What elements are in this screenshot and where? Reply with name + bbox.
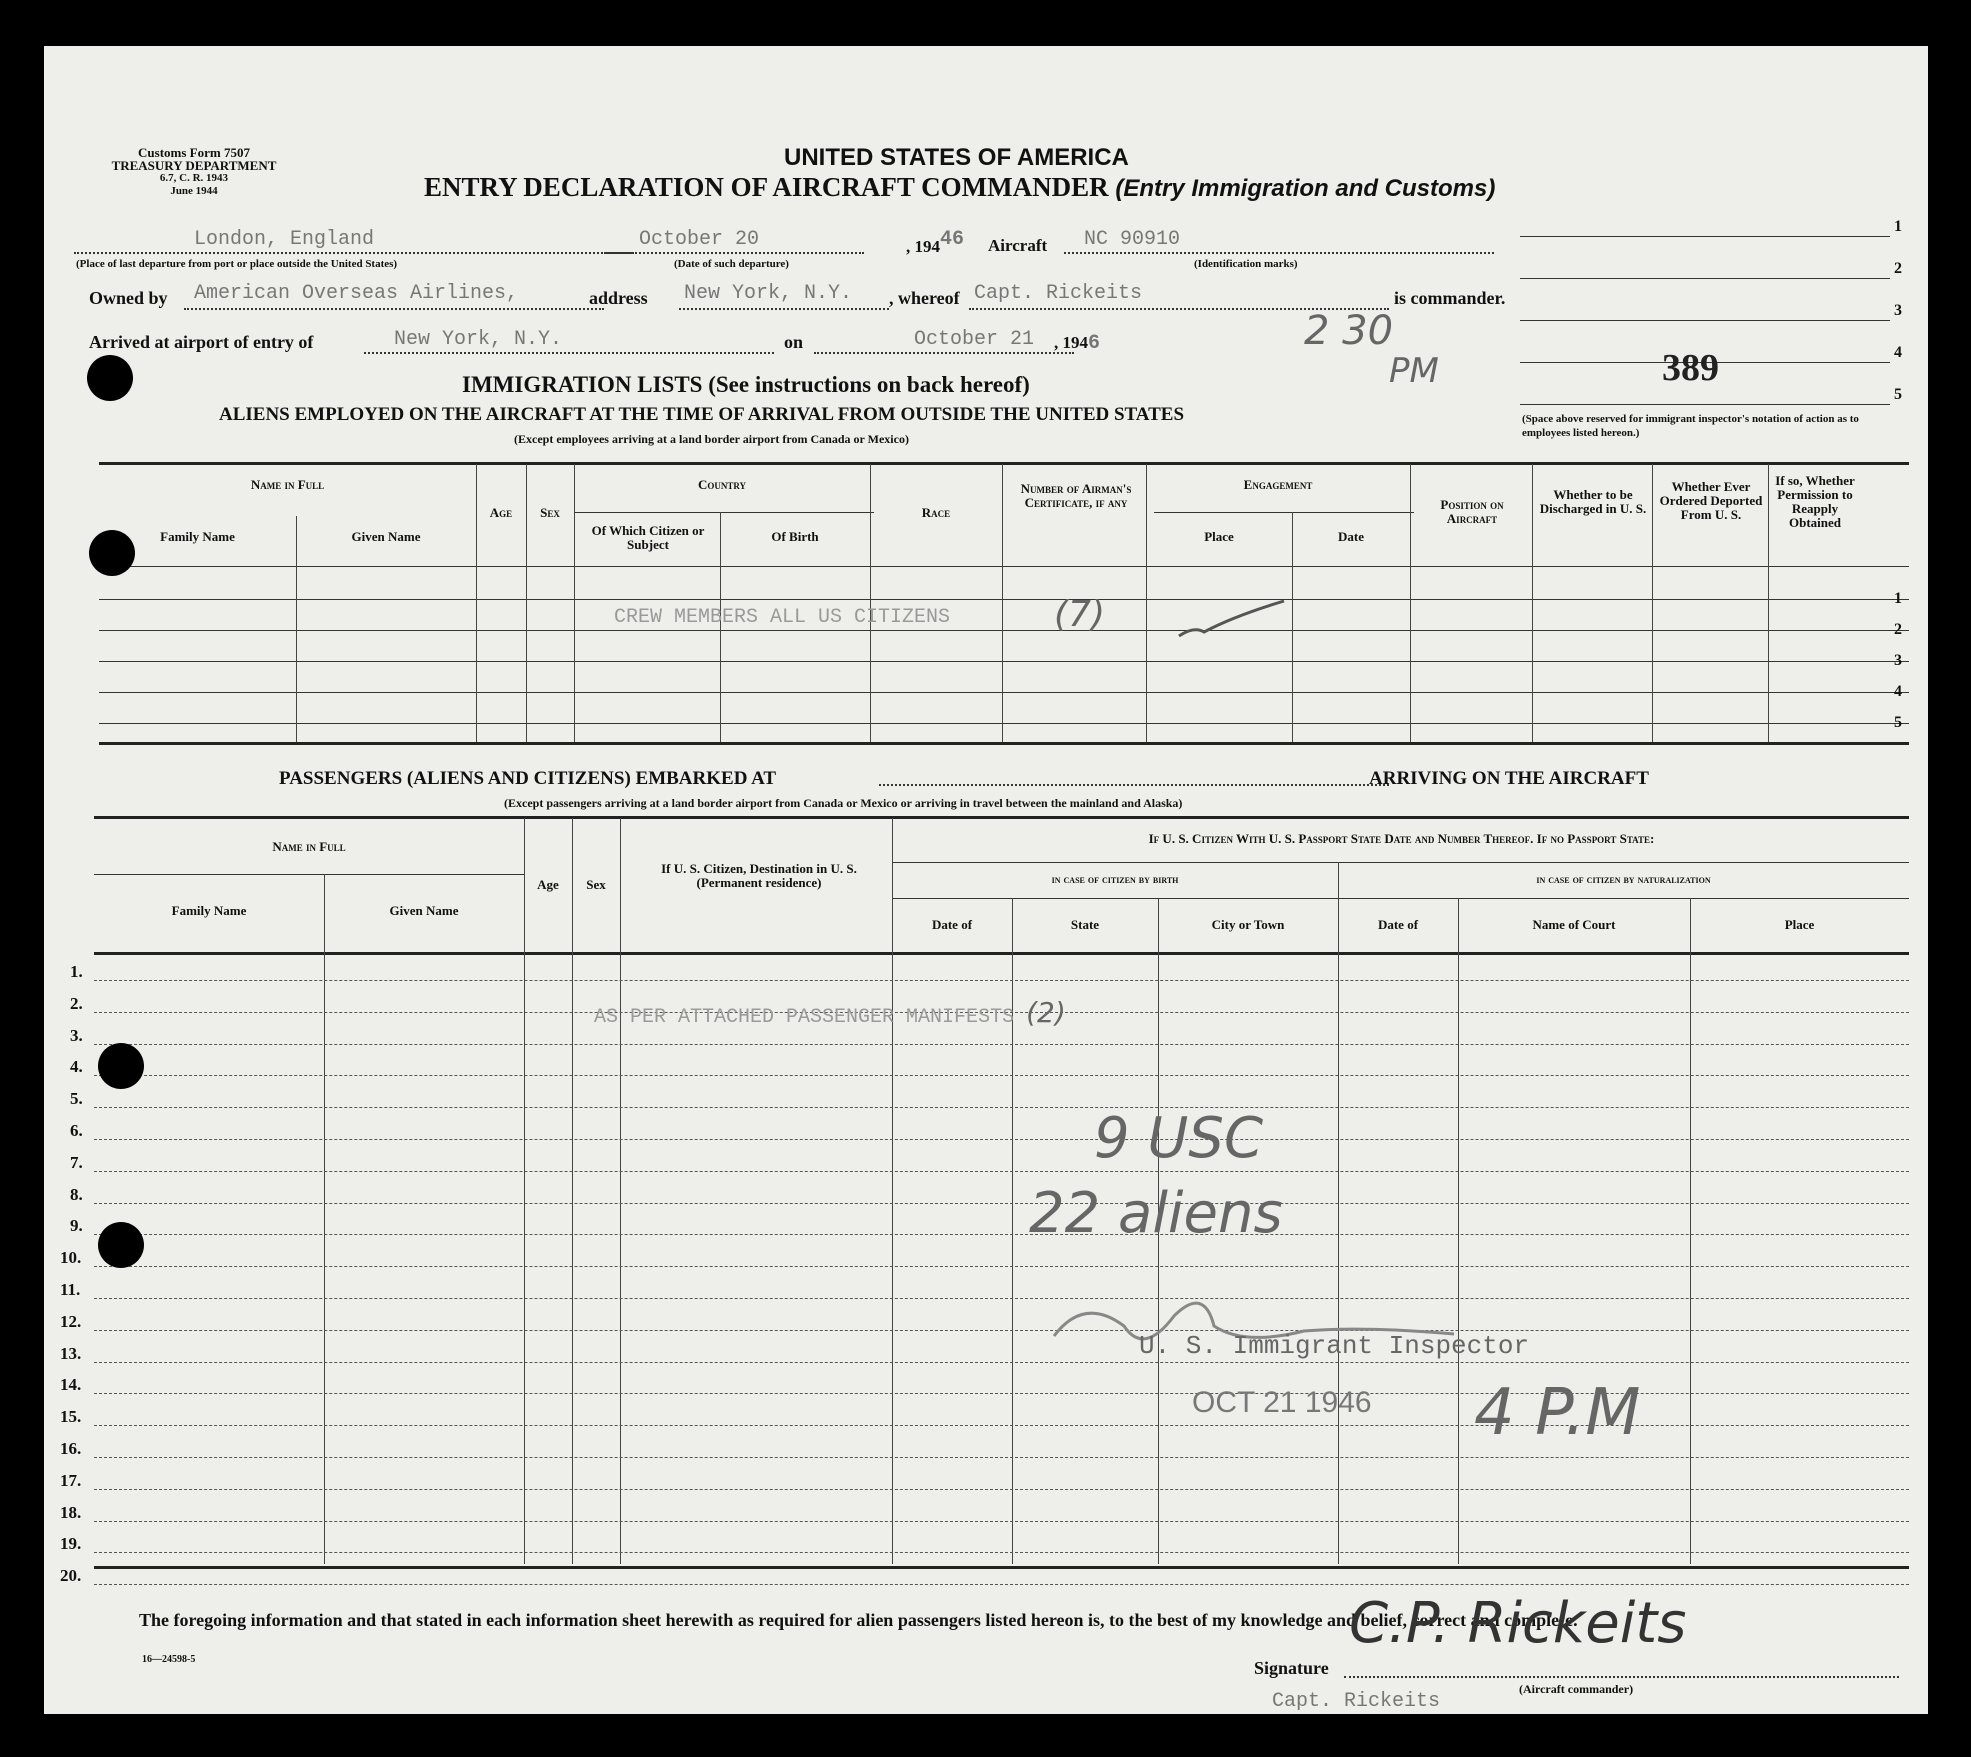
passenger-col-given-name: Given Name bbox=[389, 903, 459, 918]
passenger-col-nat-date: Date of bbox=[1377, 917, 1419, 932]
passenger-row-line bbox=[94, 1584, 1909, 1585]
form-id-line1: Customs Form 7507 bbox=[138, 145, 250, 160]
passenger-row-number: 9. bbox=[70, 1216, 83, 1235]
owned-by-label: Owned by bbox=[89, 288, 168, 308]
passenger-row-line bbox=[94, 980, 1909, 981]
crew-col-date: Date bbox=[1338, 529, 1364, 544]
crew-col-country: Country bbox=[697, 477, 747, 492]
passenger-row-number: 1. bbox=[70, 962, 83, 981]
passenger-row-number: 7. bbox=[70, 1153, 83, 1172]
passenger-row-number: 14. bbox=[60, 1375, 82, 1394]
passenger-inspector-title: U. S. Immigrant Inspector bbox=[1139, 1331, 1530, 1361]
passenger-hand-time: 4 P.M bbox=[1474, 1376, 1641, 1450]
crew-col-citizen-of: Of Which Citizen or Subject bbox=[591, 523, 705, 552]
crew-row-4: 4 bbox=[1894, 683, 1902, 700]
arrived-label: Arrived at airport of entry of bbox=[89, 332, 314, 352]
passenger-row-number: 12. bbox=[60, 1312, 82, 1331]
punch-hole bbox=[98, 1222, 144, 1268]
passenger-hand-note-2: 22 aliens bbox=[1029, 1181, 1283, 1246]
passenger-row-line bbox=[94, 1552, 1909, 1553]
form-id bbox=[89, 146, 299, 198]
passenger-heading-left: PASSENGERS (ALIENS AND CITIZENS) EMBARKED AT bbox=[279, 768, 777, 789]
passenger-col-by-birth: in case of citizen by birth bbox=[1051, 872, 1179, 886]
inspector-caption: (Space above reserved for immigrant inspector's notation of action as to employees listed hereon.) bbox=[1522, 413, 1859, 439]
passenger-col-sex: Sex bbox=[586, 877, 606, 892]
passenger-row-number: 8. bbox=[70, 1185, 83, 1204]
address-value: New York, N.Y. bbox=[684, 282, 853, 305]
arrival-year-prefix: , 194 bbox=[1054, 333, 1088, 352]
passenger-row-line bbox=[94, 1075, 1909, 1076]
crew-col-place: Place bbox=[1204, 529, 1234, 544]
passenger-row-line bbox=[94, 1457, 1909, 1458]
crew-col-sex: Sex bbox=[540, 505, 560, 520]
punch-hole bbox=[89, 530, 135, 576]
punch-hole bbox=[98, 1043, 144, 1089]
crew-typed-note: CREW MEMBERS ALL US CITIZENS bbox=[614, 606, 951, 629]
passenger-typed-note-count: (2) bbox=[1026, 996, 1066, 1029]
passenger-note: (Except passengers arriving at a land border airport from Canada or Mexico or arriving in travel between the mainland and Alaska) bbox=[504, 796, 1183, 810]
departure-date-value: October 20 bbox=[639, 228, 760, 251]
crew-row-3: 3 bbox=[1894, 652, 1902, 669]
passenger-col-by-naturalization: in case of citizen by naturalization bbox=[1536, 872, 1711, 886]
arrival-time-note-2: PM bbox=[1389, 351, 1439, 391]
aircraft-value: NC 90910 bbox=[1084, 228, 1181, 251]
form-number: 16—24598-5 bbox=[142, 1654, 196, 1665]
inspector-line-2: 2 bbox=[1894, 260, 1902, 277]
inspector-line-4: 4 bbox=[1894, 344, 1902, 361]
crew-col-engagement: Engagement bbox=[1243, 477, 1313, 492]
crew-col-discharged: Whether to be Discharged in U. S. bbox=[1539, 487, 1647, 516]
passenger-row-line bbox=[94, 1044, 1909, 1045]
arrival-year-value: 6 bbox=[1088, 332, 1101, 355]
signature-label: Signature bbox=[1254, 1658, 1329, 1678]
crew-col-position: Position on Aircraft bbox=[1440, 497, 1504, 526]
form-title bbox=[424, 172, 1495, 203]
arrival-airport-value: New York, N.Y. bbox=[394, 328, 563, 351]
form-sheet bbox=[44, 46, 1928, 1714]
crew-col-name-in-full: Name in Full bbox=[250, 477, 325, 492]
crew-row-2: 2 bbox=[1894, 621, 1902, 638]
passenger-row-line bbox=[94, 1139, 1909, 1140]
crew-row-1: 1 bbox=[1894, 590, 1902, 607]
passenger-row-line bbox=[94, 1107, 1909, 1108]
passenger-row-line bbox=[94, 1234, 1909, 1235]
passenger-row-number: 16. bbox=[60, 1439, 82, 1458]
passenger-row-number: 17. bbox=[60, 1471, 82, 1490]
passenger-row-number: 3. bbox=[70, 1026, 83, 1045]
passenger-row-number: 2. bbox=[70, 994, 83, 1013]
passenger-col-age: Age bbox=[537, 877, 559, 892]
departure-year-value: 46 bbox=[940, 228, 965, 251]
inspector-line-3: 3 bbox=[1894, 302, 1902, 319]
crew-col-airman-cert: Number of Airman's Certificate, if any bbox=[1020, 481, 1132, 510]
passenger-row-line bbox=[94, 1521, 1909, 1522]
passenger-row-number: 15. bbox=[60, 1407, 82, 1426]
passenger-heading-right: ARRIVING ON THE AIRCRAFT bbox=[1369, 768, 1649, 789]
departure-year-prefix: 194 bbox=[914, 237, 940, 256]
passenger-typed-note bbox=[594, 996, 1066, 1029]
departure-place-value: London, England bbox=[194, 228, 375, 251]
passenger-row-number: 4. bbox=[70, 1057, 83, 1076]
arrival-date-value: October 21 bbox=[914, 328, 1035, 351]
passenger-col-state: State bbox=[1070, 917, 1100, 932]
passenger-col-name-in-full: Name in Full bbox=[272, 839, 346, 854]
passenger-col-passport: If U. S. Citizen With U. S. Passport State Date and Number Thereof. If no Passport State: bbox=[1148, 831, 1655, 846]
passenger-row-number: 20. bbox=[60, 1566, 82, 1585]
form-title-suffix: (Entry Immigration and Customs) bbox=[1115, 175, 1496, 202]
crew-hand-note: (7) bbox=[1054, 594, 1105, 635]
crew-col-age: Age bbox=[489, 505, 513, 520]
passenger-row-line bbox=[94, 1171, 1909, 1172]
arrival-on-label: on bbox=[784, 332, 804, 352]
passenger-row-line bbox=[94, 1330, 1909, 1331]
passenger-row-number: 19. bbox=[60, 1534, 82, 1553]
address-label: address bbox=[589, 288, 648, 308]
country-title: UNITED STATES OF AMERICA bbox=[784, 144, 1129, 171]
signature-caption: (Aircraft commander) bbox=[1519, 1682, 1634, 1696]
owned-by-value: American Overseas Airlines, bbox=[194, 282, 519, 305]
checkmark-icon bbox=[1174, 596, 1294, 646]
passenger-col-city: City or Town bbox=[1211, 917, 1285, 932]
crew-col-permission: If so, Whether Permission to Reapply Obtained bbox=[1775, 473, 1855, 530]
passenger-row-line bbox=[94, 1489, 1909, 1490]
crew-heading: IMMIGRATION LISTS (See instructions on back hereof) bbox=[462, 372, 1030, 397]
departure-date-label: (Date of such departure) bbox=[674, 258, 789, 270]
passenger-col-place: Place bbox=[1784, 917, 1815, 932]
stamp-number: 389 bbox=[1662, 347, 1719, 389]
aircraft-label: Aircraft bbox=[988, 236, 1048, 255]
passenger-typed-note-text: AS PER ATTACHED PASSENGER MANIFESTS bbox=[594, 1006, 1015, 1029]
commander-value: Capt. Rickeits bbox=[974, 282, 1143, 305]
aircraft-caption: (Identification marks) bbox=[1194, 258, 1298, 270]
crew-subheading: ALIENS EMPLOYED ON THE AIRCRAFT AT THE TIME OF ARRIVAL FROM OUTSIDE THE UNITED STATES bbox=[219, 404, 1185, 425]
departure-year: , 19446 bbox=[906, 228, 965, 256]
form-id-line2: TREASURY DEPARTMENT bbox=[111, 158, 277, 173]
passenger-row-line bbox=[94, 1203, 1909, 1204]
crew-col-of-birth: Of Birth bbox=[771, 529, 819, 544]
passenger-row-number: 18. bbox=[60, 1503, 82, 1522]
passenger-row-number: 6. bbox=[70, 1121, 83, 1140]
commander-suffix: is commander. bbox=[1394, 288, 1506, 308]
crew-note: (Except employees arriving at a land border airport from Canada or Mexico) bbox=[514, 432, 909, 446]
signature-value: C.P. Rickeits bbox=[1349, 1591, 1687, 1656]
passenger-stamp-date: OCT 21 1946 bbox=[1192, 1386, 1372, 1419]
declaration-text: The foregoing information and that stated in each information sheet herewith as required for alien passengers listed hereon is, to the best of my knowledge and belief, correct and complete. bbox=[139, 1610, 1578, 1630]
passenger-row-number: 11. bbox=[60, 1280, 81, 1299]
passenger-col-birth-date: Date of bbox=[931, 917, 973, 932]
passenger-row-line bbox=[94, 1298, 1909, 1299]
form-title-main: ENTRY DECLARATION OF AIRCRAFT COMMANDER bbox=[424, 172, 1109, 202]
passenger-col-family-name: Family Name bbox=[171, 903, 247, 918]
form-id-line3: 6.7, C. R. 1943 bbox=[159, 172, 229, 184]
passenger-row-number: 10. bbox=[60, 1248, 82, 1267]
inspector-line-1: 1 bbox=[1894, 218, 1902, 235]
passenger-row-line bbox=[94, 1362, 1909, 1363]
crew-col-given-name: Given Name bbox=[351, 529, 421, 544]
typed-commander-name: Capt. Rickeits bbox=[1272, 1690, 1441, 1713]
passenger-row-number: 5. bbox=[70, 1089, 83, 1108]
passenger-row-number: 13. bbox=[60, 1344, 82, 1363]
crew-col-race: Race bbox=[921, 505, 951, 520]
departure-place-label: (Place of last departure from port or place outside the United States) bbox=[76, 258, 398, 270]
form-id-line4: June 1944 bbox=[170, 185, 218, 197]
whereof-label: , whereof bbox=[889, 288, 960, 308]
crew-col-deported: Whether Ever Ordered Deported From U. S. bbox=[1659, 479, 1763, 522]
crew-row-5: 5 bbox=[1894, 714, 1902, 731]
inspector-line-5: 5 bbox=[1894, 386, 1902, 403]
passenger-hand-note-1: 9 USC bbox=[1094, 1106, 1264, 1171]
passenger-row-line bbox=[94, 1266, 1909, 1267]
crew-col-family-name: Family Name bbox=[160, 529, 235, 544]
arrival-time-note-1: 2 30 bbox=[1304, 308, 1394, 354]
arrival-year bbox=[1054, 332, 1100, 355]
passenger-col-destination: If U. S. Citizen, Destination in U. S. (Permanent residence) bbox=[661, 861, 857, 890]
passenger-col-court: Name of Court bbox=[1532, 917, 1616, 932]
punch-hole bbox=[87, 355, 133, 401]
